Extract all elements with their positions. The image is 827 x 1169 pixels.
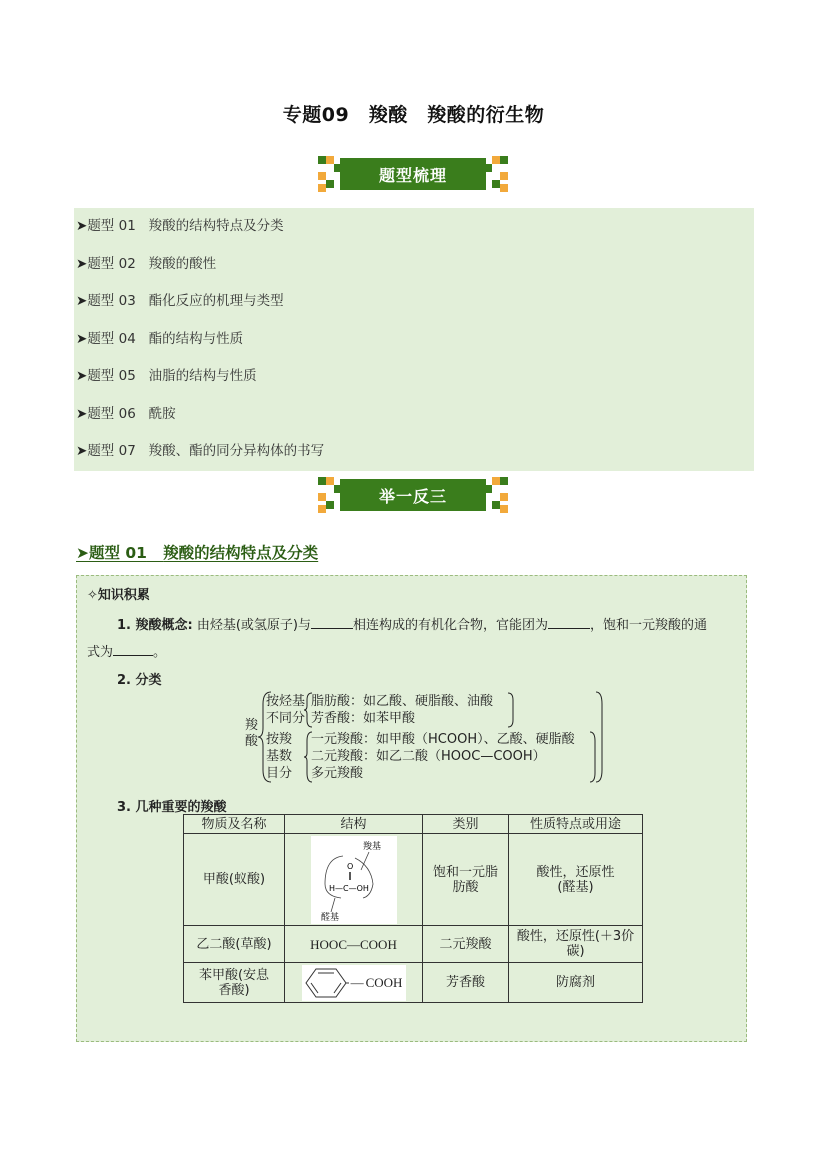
table-cell: 芳香酸 — [423, 963, 509, 1003]
toc-item[interactable]: ➤题型 04 酯的结构与性质 — [76, 331, 244, 347]
banner-label: 举一反三 — [378, 487, 447, 506]
table-cell: 甲酸(蚁酸) — [184, 834, 285, 926]
cls-group1-items: 脂肪酸：如乙酸、硬脂酸、油酸 芳香酸：如苯甲酸 — [311, 694, 494, 726]
table-header: 物质及名称 — [184, 815, 285, 834]
table-cell-structure — [285, 834, 423, 926]
paragraph-important-acids: 3. 几种重要的羧酸 — [117, 800, 227, 815]
paragraph-concept-cont: 式为 。 — [87, 641, 166, 660]
table-cell-structure: — COOH — [285, 963, 423, 1003]
brace-icon — [507, 692, 517, 728]
table-cell: 防腐剂 — [509, 963, 643, 1003]
svg-text:羧基: 羧基 — [362, 841, 381, 852]
formic-acid-structure — [311, 836, 397, 924]
page-title: 专题09 羧酸 羧酸的衍生物 — [282, 104, 545, 126]
table-row — [184, 926, 643, 963]
blank-field[interactable] — [548, 615, 590, 629]
svg-text:醛基: 醛基 — [320, 912, 339, 923]
benzene-ring-icon — [305, 966, 349, 1000]
section-banner-overview — [318, 156, 508, 192]
table-cell: 酸性，还原性(醛基) — [509, 834, 643, 926]
acid-table — [183, 814, 643, 1003]
table-header: 性质特点或用途 — [509, 815, 643, 834]
table-cell: 二元羧酸 — [423, 926, 509, 963]
toc-item[interactable]: ➤题型 06 酰胺 — [76, 406, 176, 422]
knowledge-header: ✧知识积累 — [87, 588, 150, 603]
paragraph-concept: 1. 羧酸概念: 由烃基(或氢原子)与 相连构成的有机化合物，官能团为 ，饱和一元羧酸的通 — [117, 614, 707, 633]
toc-item[interactable]: ➤题型 02 羧酸的酸性 — [76, 256, 217, 272]
paragraph-classification: 2. 分类 — [117, 673, 162, 688]
table-header: 类别 — [423, 815, 509, 834]
blank-field[interactable] — [113, 642, 153, 656]
table-row — [184, 834, 643, 926]
table-cell: 乙二酸(草酸) — [184, 926, 285, 963]
table-cell: 饱和一元脂肪酸 — [423, 834, 509, 926]
section-heading: ➤题型 01 羧酸的结构特点及分类 — [76, 544, 319, 562]
toc-item[interactable]: ➤题型 05 油脂的结构与性质 — [76, 368, 257, 384]
cls-group1-label: 按烃基 不同分 — [266, 694, 306, 726]
table-cell: 苯甲酸(安息香酸) — [184, 963, 285, 1003]
svg-text:O: O — [346, 861, 353, 871]
blank-field[interactable] — [311, 615, 353, 629]
svg-text:H—C—OH: H—C—OH — [328, 883, 369, 893]
cls-root: 羧 酸 — [245, 718, 259, 749]
banner-label: 题型梳理 — [378, 166, 447, 185]
section-banner-examples — [318, 477, 508, 513]
cls-group2-items: 一元羧酸：如甲酸（HCOOH）、乙酸、硬脂酸 二元羧酸：如乙二酸（HOOC—COOH） 多元羧酸 — [311, 732, 575, 781]
diamond-icon: ✧ — [87, 588, 98, 603]
table-cell: 酸性，还原性(＋3价碳) — [509, 926, 643, 963]
brace-icon — [595, 690, 605, 784]
table-row — [184, 963, 643, 1003]
cls-group2-label: 按羧 基数 目分 — [266, 732, 293, 781]
toc-item[interactable]: ➤题型 07 羧酸、酯的同分异构体的书写 — [76, 443, 325, 459]
toc-item[interactable]: ➤题型 01 羧酸的结构特点及分类 — [76, 218, 284, 234]
toc-item[interactable]: ➤题型 03 酯化反应的机理与类型 — [76, 293, 284, 309]
svg-text:‖: ‖ — [347, 870, 352, 880]
topic-list — [74, 208, 754, 471]
table-header: 结构 — [285, 815, 423, 834]
table-cell: HOOC—COOH — [285, 926, 423, 963]
